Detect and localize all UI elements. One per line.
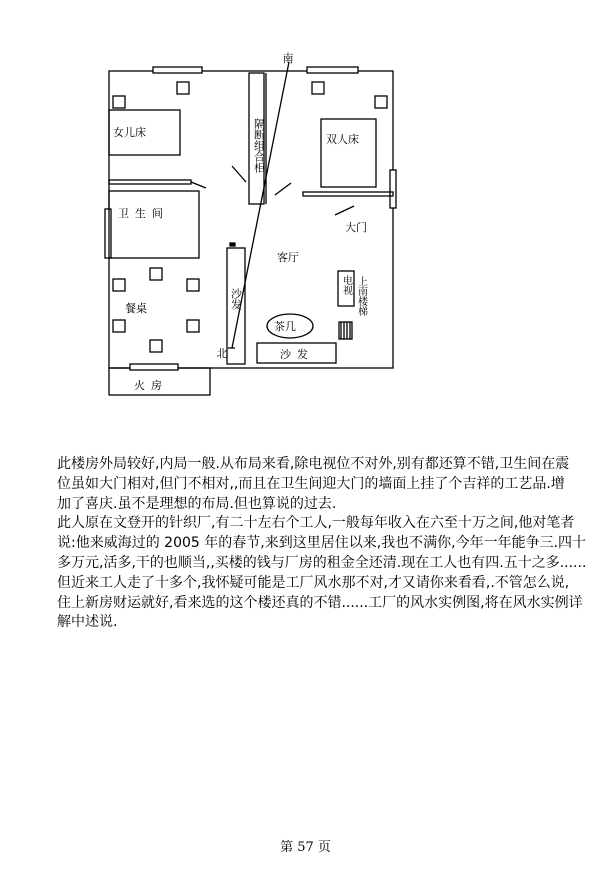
window-left-bath — [105, 209, 111, 258]
label-living-room: 客厅 — [277, 251, 299, 264]
marker — [187, 279, 199, 291]
label-north: 北 — [216, 347, 228, 360]
bathroom-wall-strip — [109, 180, 191, 184]
door-swing — [191, 182, 206, 188]
marker — [187, 320, 199, 332]
door-swing — [335, 206, 354, 215]
double-bed — [321, 119, 376, 187]
marker — [113, 279, 125, 291]
article-body — [57, 455, 597, 633]
label-stairs-up: 上南楼梯 — [355, 276, 367, 316]
label-partition-cabinet: 隔断组合柜 — [252, 118, 266, 173]
marker — [375, 96, 387, 108]
bedroom-wall-strip — [303, 192, 393, 196]
window-top-right — [307, 67, 358, 73]
label-south: 南 — [282, 52, 294, 65]
bathroom-room — [109, 191, 199, 258]
article-paragraph-1: 此楼房外局较好,内局一般.从布局来看,除电视位不对外,别有都还算不错,卫生间在震 位虽如大门相对,但门不相对,,而且在卫生间迎大门的墙面上挂了个吉祥的工艺品.增 加了喜庆.虽不是理想的布局.但也算说的过去. — [57, 456, 570, 512]
door-swing — [232, 166, 246, 182]
label-double-bed: 双人床 — [326, 133, 359, 146]
marker — [150, 340, 162, 352]
window-right — [390, 170, 396, 208]
label-tea-table: 茶几 — [274, 320, 296, 333]
door-swing — [275, 183, 291, 195]
label-bathroom: 卫生间 — [118, 207, 169, 220]
marker — [312, 82, 324, 94]
window-top-left — [153, 67, 202, 73]
marker — [113, 320, 125, 332]
label-dining-table: 餐桌 — [125, 302, 147, 315]
label-main-door: 大门 — [345, 221, 367, 234]
label-sofa-horizontal: 沙发 — [280, 348, 314, 361]
label-daughter-bed: 女儿床 — [113, 126, 146, 139]
article-paragraph-2: 此人原在文登开的针织厂,有二十左右个工人,一般每年收入在六至十万之间,他对笔者 说:他来威海过的 2005 年的春节,来到这里居住以来,我也不满你,今年一年能争三.四十 多万元,活多,干的也顺当,,买楼的钱与厂房的租金全还清.现在工人也有四.五十之多...... 但近来工人走了十多个,我怀疑可能是工厂风水那不对,才又请你来看看,.不管怎么说, 住上新房财运就好,看来选的这个楼还真的不错......工厂的风水实例图,将在风水实例详 解中述说. — [57, 515, 587, 631]
label-sofa-vertical: 沙发 — [229, 288, 243, 310]
window-bottom — [130, 364, 178, 370]
label-tv: 电视 — [340, 275, 352, 295]
page-number: 第 57 页 — [280, 840, 331, 855]
marker — [177, 82, 189, 94]
label-kitchen: 火房 — [134, 379, 168, 392]
marker — [113, 96, 125, 108]
marker — [150, 268, 162, 280]
